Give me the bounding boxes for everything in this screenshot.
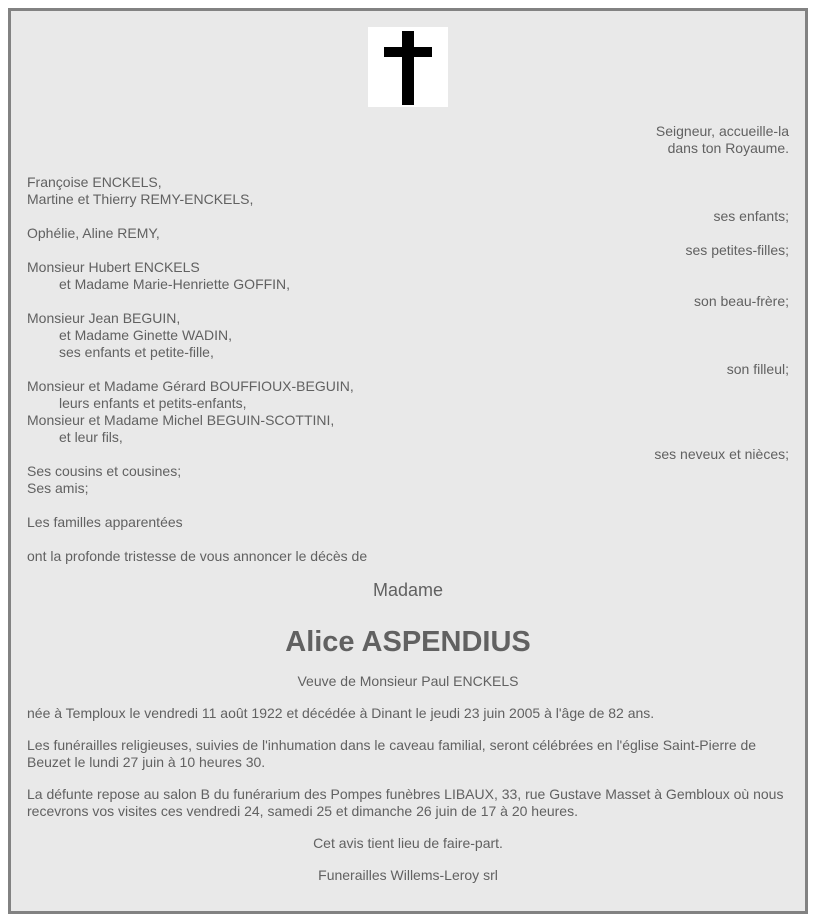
family-line: Martine et Thierry REMY-ENCKELS, xyxy=(27,191,254,207)
family-line: Ses amis; xyxy=(27,480,89,496)
announcement: ont la profonde tristesse de vous annoncer le décès de xyxy=(27,548,368,564)
notice-content xyxy=(27,123,789,884)
verse-line-2: dans ton Royaume. xyxy=(667,140,789,156)
family-line: Monsieur Jean BEGUIN, xyxy=(27,310,181,326)
family-line: Monsieur Hubert ENCKELS xyxy=(27,259,200,275)
obituary-notice xyxy=(8,8,808,914)
verse-line-1: Seigneur, accueille-la xyxy=(655,123,789,139)
funeral-info: Les funérailles religieuses, suivies de l'inhumation dans le caveau familial, seront célébrées en l'église Saint-Pierre de Beuzet le lundi 27 juin à 10 heures 30. xyxy=(27,737,757,770)
cross-vertical-bar xyxy=(402,31,414,105)
family-line: Ophélie, Aline REMY, xyxy=(27,225,160,241)
family-line: Les familles apparentées xyxy=(27,514,183,530)
family-line: ses enfants et petite-fille, xyxy=(59,344,214,360)
cross-horizontal-bar xyxy=(384,47,432,57)
deceased-name: Alice ASPENDIUS xyxy=(285,626,531,658)
birth-death-info: née à Temploux le vendredi 11 août 1922 et décédée à Dinant le jeudi 23 juin 2005 à l'âge de 82 ans. xyxy=(27,705,655,721)
family-role: son filleul; xyxy=(726,361,789,377)
family-line: et Madame Ginette WADIN, xyxy=(59,327,232,343)
family-line: Monsieur et Madame Michel BEGUIN-SCOTTINI, xyxy=(27,412,335,428)
verse xyxy=(27,123,789,157)
family-role: ses neveux et nièces; xyxy=(654,446,789,462)
family-role: ses enfants; xyxy=(713,208,789,224)
family-role: son beau-frère; xyxy=(694,293,789,309)
family-line: Françoise ENCKELS, xyxy=(27,174,162,190)
funeral-home-name: Funerailles Willems-Leroy srl xyxy=(318,867,498,883)
visitation-info: La défunte repose au salon B du funérarium des Pompes funèbres LIBAUX, 33, rue Gustave Masset à Gembloux où nous recevrons vos visites ces vendredi 24, samedi 25 et dimanche 26 juin de 17 à 20 heures. xyxy=(27,786,784,819)
widow-line: Veuve de Monsieur Paul ENCKELS xyxy=(297,673,519,689)
family-line: et leur fils, xyxy=(59,429,123,445)
family-role: ses petites-filles; xyxy=(685,242,789,258)
family-line: Monsieur et Madame Gérard BOUFFIOUX-BEGUIN, xyxy=(27,378,354,394)
cross-icon xyxy=(368,27,448,107)
faire-part-note: Cet avis tient lieu de faire-part. xyxy=(313,835,503,851)
family-line: leurs enfants et petits-enfants, xyxy=(59,395,247,411)
deceased-title: Madame xyxy=(372,580,444,600)
family-line: et Madame Marie-Henriette GOFFIN, xyxy=(59,276,291,292)
family-line: Ses cousins et cousines; xyxy=(27,463,182,479)
